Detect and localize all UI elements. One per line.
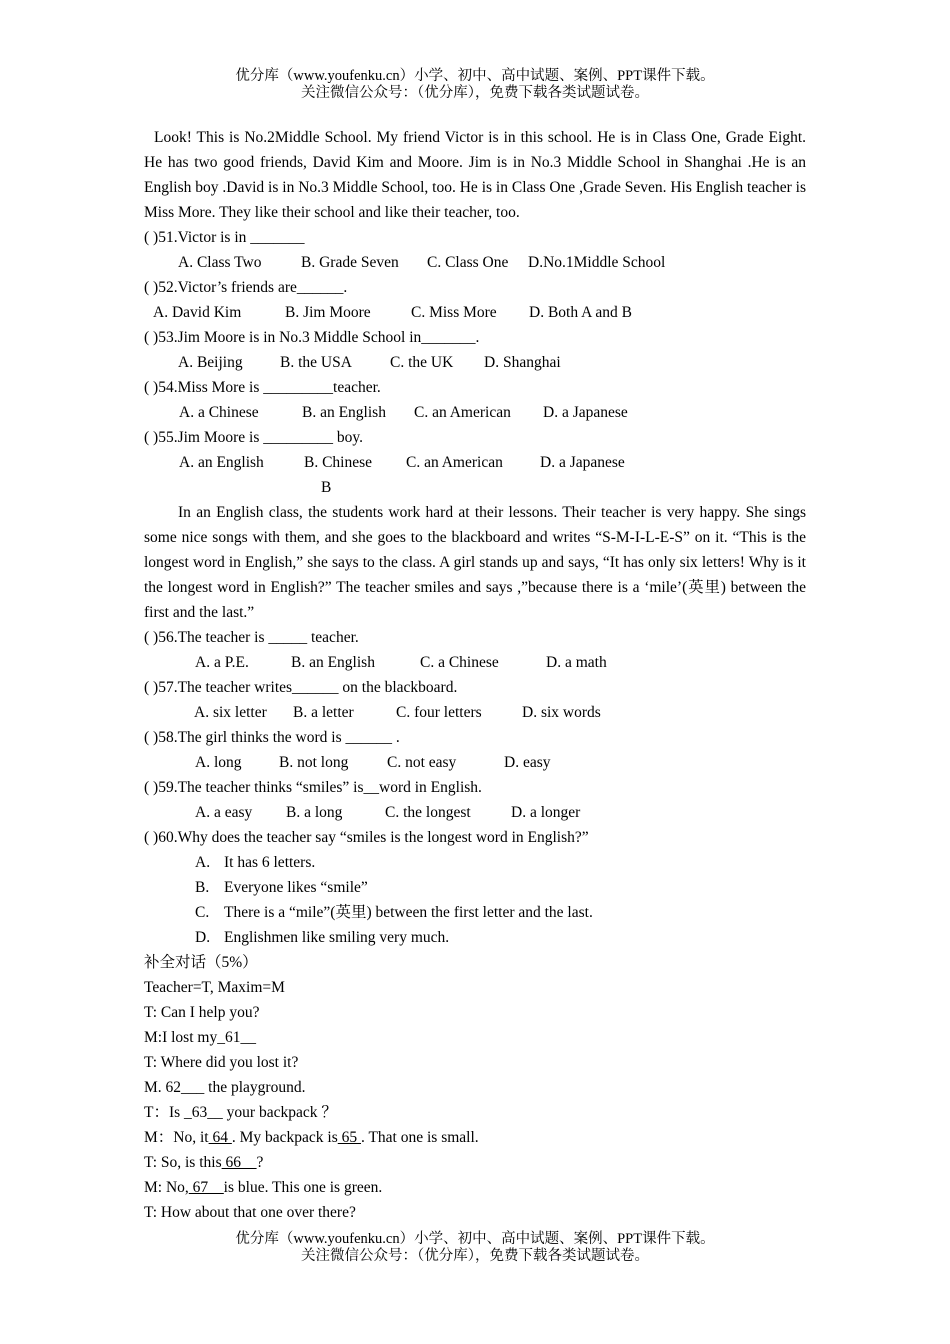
question-56-options	[144, 650, 806, 675]
dialog-line	[144, 1075, 806, 1100]
option-label: B.	[195, 879, 210, 896]
option-a: A. long	[195, 754, 242, 771]
option-a: A. Class Two	[178, 254, 262, 271]
question-54-options	[144, 400, 806, 425]
question-57: ( )57.The teacher writes______ on the blackboard.	[144, 679, 458, 696]
option-text: There is a “mile”(英里) between the first letter and the last.	[224, 904, 593, 921]
option-text: Englishmen like smiling very much.	[224, 929, 450, 946]
question-53: ( )53.Jim Moore is in No.3 Middle School in_______.	[144, 329, 480, 346]
option-c: C. a Chinese	[420, 654, 499, 671]
option-a: A. a easy	[195, 804, 253, 821]
dialog-line: T: Can I help you?	[144, 1004, 260, 1021]
option-label: D.	[195, 929, 211, 946]
blank-66: 66__	[221, 1154, 257, 1171]
dialog-line	[144, 1100, 806, 1125]
question-53-options	[144, 350, 806, 375]
page-header	[0, 68, 950, 102]
dialog-text: . That one is small.	[360, 1129, 479, 1146]
dialog-line: T: Where did you lost it?	[144, 1054, 299, 1071]
footer-line-1: 优分库（www.youfenku.cn）小学、初中、高中试题、案例、PPT课件下载。	[235, 1231, 715, 1247]
option-a: A. David Kim	[153, 304, 242, 321]
question-52-options	[144, 300, 806, 325]
page-footer	[0, 1231, 950, 1265]
question-55-options	[144, 450, 806, 475]
option-d: D. Shanghai	[484, 354, 561, 371]
dialog-text: is blue. This one is green.	[223, 1179, 383, 1196]
option-d: D. easy	[504, 754, 551, 771]
option-text: Everyone likes “smile”	[224, 879, 368, 896]
option-c: C. Class One	[427, 254, 509, 271]
option-b: B. Grade Seven	[301, 254, 399, 271]
blank-62: 62___	[165, 1079, 205, 1096]
option-d: D. a math	[546, 654, 607, 671]
question-60-option-c	[144, 900, 806, 925]
dialog-roles: Teacher=T, Maxim=M	[144, 979, 285, 996]
option-a: A. a P.E.	[195, 654, 249, 671]
option-label: A.	[195, 854, 211, 871]
blank-61: _61__	[217, 1029, 256, 1046]
option-b: B. a long	[286, 804, 343, 821]
option-c: C. the UK	[390, 354, 454, 371]
question-52: ( )52.Victor’s friends are______.	[144, 279, 348, 296]
option-c: C. Miss More	[411, 304, 497, 321]
dialog-text: M：No, it	[144, 1129, 209, 1146]
option-a: A. Beijing	[178, 354, 243, 371]
question-58: ( )58.The girl thinks the word is ______ .	[144, 729, 400, 746]
question-60-option-d	[144, 925, 806, 950]
dialog-line	[144, 1175, 806, 1200]
option-b: B. Chinese	[304, 454, 373, 471]
passage-b: In an English class, the students work hard at their lessons. Their teacher is very happy. She sings some nice songs with them, and she goes to the blackboard and writes “S-M-I-L-E-S” on it. “This is the longest word in English,” she says to the class. A girl stands up and says, “It has only six letters! Why is it the longest word in English?” The teacher smiles and says ,”because there is a ‘mile’(英里) between the first and the last.”	[144, 504, 806, 621]
dialog-section-title: 补全对话（5%）	[144, 954, 258, 971]
header-line-2: 关注微信公众号：（优分库），免费下载各类试题试卷。	[301, 85, 649, 101]
question-59-options	[144, 800, 806, 825]
question-56: ( )56.The teacher is _____ teacher.	[144, 629, 359, 646]
dialog-line	[144, 1125, 806, 1150]
option-c: C. an American	[406, 454, 503, 471]
option-c: C. an American	[414, 404, 511, 421]
dialog-text: ?	[256, 1154, 264, 1171]
option-a: A. six letter	[194, 704, 267, 721]
dialog-text: your backpack ？	[222, 1104, 337, 1121]
option-d: D.No.1Middle School	[528, 254, 666, 271]
dialog-text: T：Is	[144, 1104, 185, 1121]
option-c: C. four letters	[396, 704, 482, 721]
option-d: D. a Japanese	[540, 454, 625, 471]
dialog-text: T: So, is this	[144, 1154, 222, 1171]
dialog-text: M.	[144, 1079, 166, 1096]
question-51-options	[144, 250, 806, 275]
blank-63: _63__	[184, 1104, 223, 1121]
option-b: B. an English	[302, 404, 386, 421]
option-b: B. Jim Moore	[285, 304, 371, 321]
blank-67: 67__	[188, 1179, 224, 1196]
option-d: D. a longer	[511, 804, 581, 821]
question-51: ( )51.Victor is in _______	[144, 229, 305, 246]
footer-line-2: 关注微信公众号：（优分库），免费下载各类试题试卷。	[301, 1248, 649, 1264]
dialog-line	[144, 1025, 806, 1050]
dialog-line	[144, 1150, 806, 1175]
dialog-text: the playground.	[204, 1079, 306, 1096]
option-a: A. a Chinese	[179, 404, 259, 421]
option-c: C. the longest	[385, 804, 471, 821]
passage-a: Look! This is No.2Middle School. My friend Victor is in this school. He is in Class One, Grade Eight. He has two good friends, David Kim and Moore. Jim is in No.3 Middle School in Shanghai .He is an English boy .David is in No.3 Middle School, too. He is in Class One ,Grade Seven. His English teacher is Miss More. They like their school and like their teacher, too.	[144, 129, 806, 221]
exam-content	[144, 125, 806, 1225]
option-a: A. an English	[179, 454, 264, 471]
option-b: B. the USA	[280, 354, 352, 371]
question-57-options	[144, 700, 806, 725]
blank-64: 64	[208, 1129, 232, 1146]
dialog-text: M:I lost my	[144, 1029, 218, 1046]
question-55: ( )55.Jim Moore is _________ boy.	[144, 429, 363, 446]
question-59: ( )59.The teacher thinks “smiles” is__word in English.	[144, 779, 482, 796]
blank-65: 65	[337, 1129, 361, 1146]
question-60-option-a	[144, 850, 806, 875]
option-c: C. not easy	[387, 754, 457, 771]
dialog-text: . My backpack is	[231, 1129, 338, 1146]
section-b-heading: B	[321, 479, 332, 496]
option-d: D. Both A and B	[529, 304, 632, 321]
header-line-1: 优分库（www.youfenku.cn）小学、初中、高中试题、案例、PPT课件下载。	[235, 68, 715, 84]
option-d: D. a Japanese	[543, 404, 628, 421]
question-60-option-b	[144, 875, 806, 900]
dialog-line: T: How about that one over there?	[144, 1204, 356, 1221]
option-label: C.	[195, 904, 210, 921]
option-b: B. a letter	[293, 704, 354, 721]
question-58-options	[144, 750, 806, 775]
option-b: B. an English	[291, 654, 375, 671]
option-d: D. six words	[522, 704, 601, 721]
dialog-text: M: No,	[144, 1179, 189, 1196]
question-54: ( )54.Miss More is _________teacher.	[144, 379, 381, 396]
option-b: B. not long	[279, 754, 349, 771]
option-text: It has 6 letters.	[224, 854, 316, 871]
question-60: ( )60.Why does the teacher say “smiles is the longest word in English?”	[144, 829, 589, 846]
